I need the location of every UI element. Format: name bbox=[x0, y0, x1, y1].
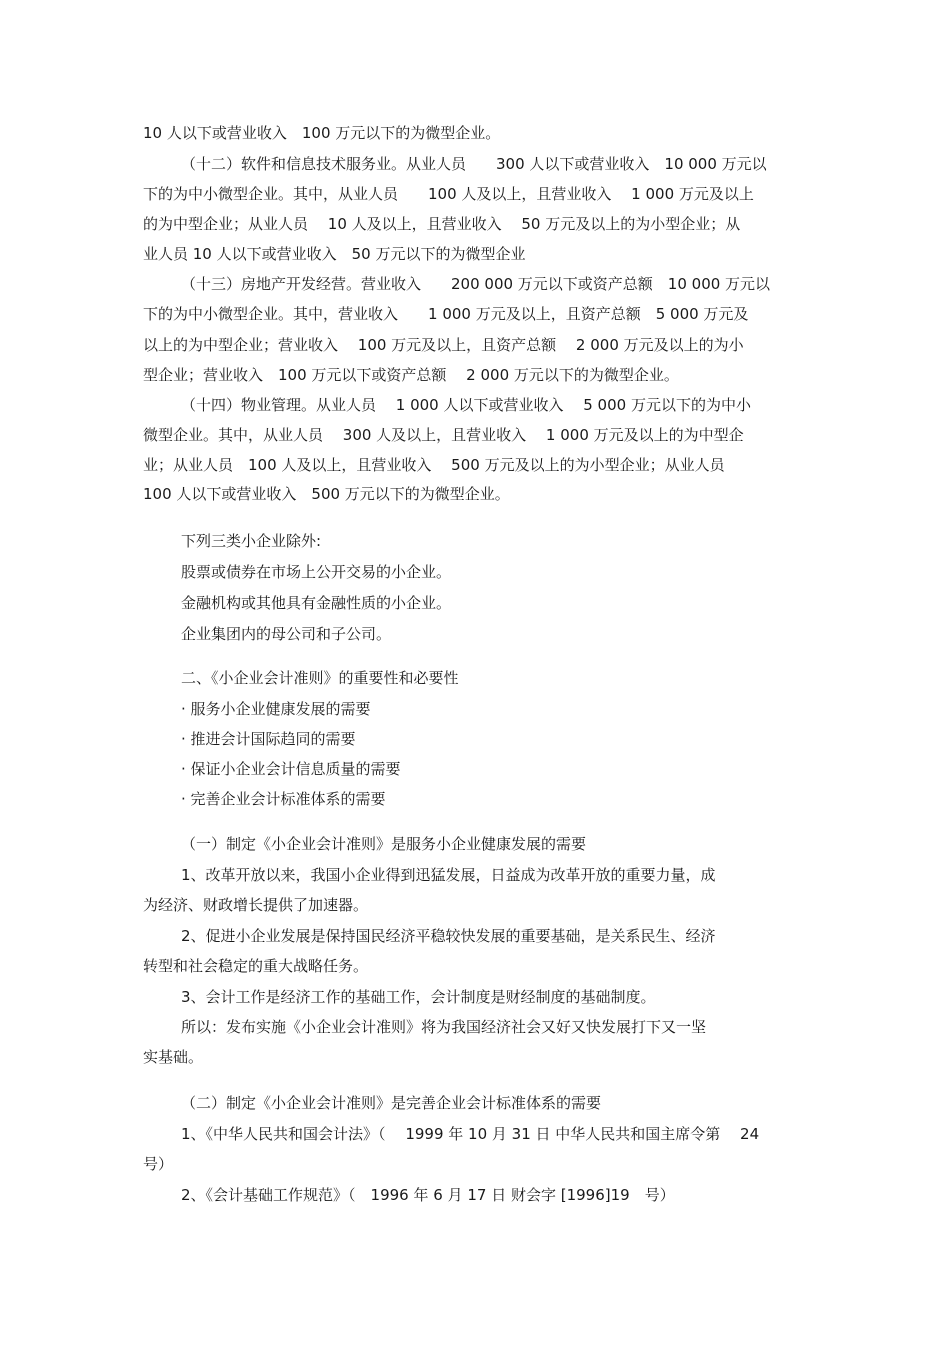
text-line: 100 人以下或营业收入 500 万元以下的为微型企业。 bbox=[143, 485, 510, 503]
text-line: 股票或债券在市场上公开交易的小企业。 bbox=[181, 563, 452, 581]
text-line: 型企业；营业收入 100 万元以下或资产总额 2 000 万元以下的为微型企业。 bbox=[143, 366, 679, 384]
text-line: 3、会计工作是经济工作的基础工作，会计制度是财经制度的基础制度。 bbox=[181, 988, 656, 1006]
bullet-item: · 服务小企业健康发展的需要 bbox=[181, 700, 371, 718]
text-line: 转型和社会稳定的重大战略任务。 bbox=[143, 957, 369, 975]
text-line: 1、《中华人民共和国会计法》（ 1999 年 10 月 31 日 中华人民共和国主席令第 24 bbox=[181, 1125, 760, 1143]
text-line: 下的为中小微型企业。其中，营业收入 1 000 万元及以上，且资产总额 5 000 万元及 bbox=[143, 305, 749, 323]
text-line: 下的为中小微型企业。其中，从业人员 100 人及以上，且营业收入 1 000 万元及以上 bbox=[143, 185, 754, 203]
text-line: 号） bbox=[143, 1155, 174, 1173]
bullet-item: · 保证小企业会计信息质量的需要 bbox=[181, 760, 401, 778]
text-line: （十四）物业管理。从业人员 1 000 人以下或营业收入 5 000 万元以下的为中小 bbox=[181, 396, 751, 414]
text-line: （十三）房地产开发经营。营业收入 200 000 万元以下或资产总额 10 000 万元以 bbox=[181, 275, 771, 293]
text-line: 业；从业人员 100 人及以上，且营业收入 500 万元及以上的为小型企业；从业人员 bbox=[143, 456, 725, 474]
text-line: 下列三类小企业除外: bbox=[181, 532, 322, 550]
text-line: 为经济、财政增长提供了加速器。 bbox=[143, 896, 369, 914]
bullet-item: · 推进会计国际趋同的需要 bbox=[181, 730, 356, 748]
subsection-heading: （一）制定《小企业会计准则》是服务小企业健康发展的需要 bbox=[181, 835, 587, 853]
text-line: 微型企业。其中，从业人员 300 人及以上，且营业收入 1 000 万元及以上的为中型企 bbox=[143, 426, 744, 444]
text-line: 10 人以下或营业收入 100 万元以下的为微型企业。 bbox=[143, 124, 501, 142]
text-line: 所以：发布实施《小企业会计准则》将为我国经济社会又好又快发展打下又一坚 bbox=[181, 1018, 707, 1036]
text-line: 1、改革开放以来，我国小企业得到迅猛发展，日益成为改革开放的重要力量，成 bbox=[181, 866, 716, 884]
text-line: 的为中型企业；从业人员 10 人及以上，且营业收入 50 万元及以上的为小型企业；从 bbox=[143, 215, 741, 233]
text-line: （十二）软件和信息技术服务业。从业人员 300 人以下或营业收入 10 000 万元以 bbox=[181, 155, 767, 173]
text-line: 实基础。 bbox=[143, 1048, 204, 1066]
section-heading: 二、《小企业会计准则》的重要性和必要性 bbox=[181, 669, 459, 687]
text-line: 企业集团内的母公司和子公司。 bbox=[181, 625, 392, 643]
text-line: 业人员 10 人以下或营业收入 50 万元以下的为微型企业 bbox=[143, 245, 526, 263]
text-line: 2、《会计基础工作规范》（ 1996 年 6 月 17 日 财会字 [1996]19 号） bbox=[181, 1186, 675, 1204]
text-line: 以上的为中型企业；营业收入 100 万元及以上，且资产总额 2 000 万元及以上的为小 bbox=[143, 336, 744, 354]
text-line: 2、促进小企业发展是保持国民经济平稳较快发展的重要基础，是关系民生、经济 bbox=[181, 927, 716, 945]
subsection-heading: （二）制定《小企业会计准则》是完善企业会计标准体系的需要 bbox=[181, 1094, 602, 1112]
text-line: 金融机构或其他具有金融性质的小企业。 bbox=[181, 594, 452, 612]
bullet-item: · 完善企业会计标准体系的需要 bbox=[181, 790, 386, 808]
